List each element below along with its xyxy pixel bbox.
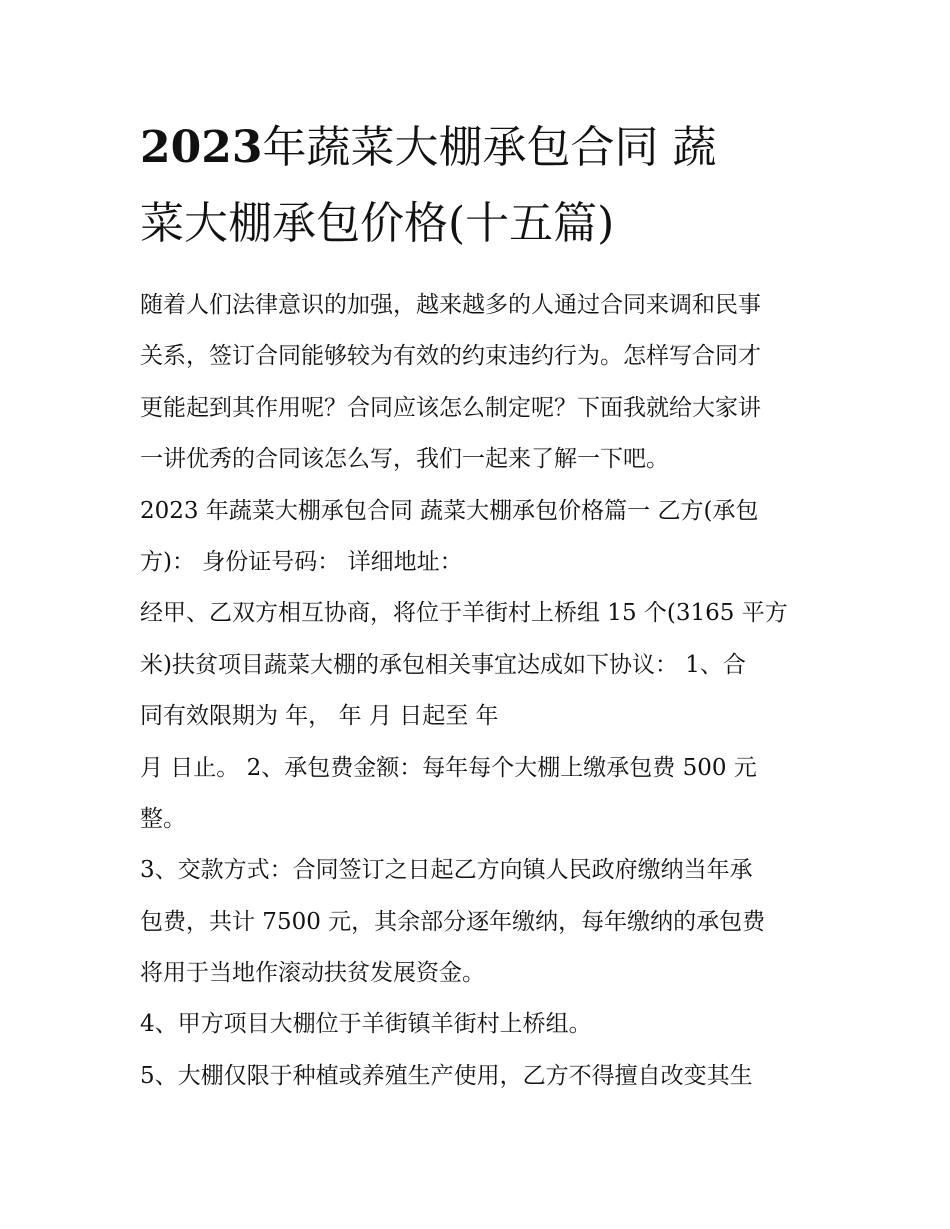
text-line: 包费，共计 7500 元，其余部分逐年缴纳，每年缴纳的承包费: [140, 908, 766, 935]
title-line2: 菜大棚承包价格(十五篇): [140, 198, 615, 249]
text-line: 方)： 身份证号码： 详细地址：: [140, 548, 463, 575]
text-line: 2023 年蔬菜大棚承包合同 蔬菜大棚承包价格篇一 乙方(承包: [140, 497, 759, 524]
text-line: 随着人们法律意识的加强，越来越多的人通过合同来调和民事: [140, 292, 761, 318]
title-year: 2023: [140, 122, 263, 173]
text-line: 经甲、乙双方相互协商，将位于羊街村上桥组 15 个(3165 平方: [140, 600, 788, 627]
text-line: 米)扶贫项目蔬菜大棚的承包相关事宜达成如下协议： 1、合: [140, 651, 746, 678]
document-body: [140, 280, 810, 1102]
text-line: 5、大棚仅限于种植或养殖生产使用，乙方不得擅自改变其生: [140, 1062, 753, 1089]
text-line: 更能起到其作用呢？合同应该怎么制定呢？下面我就给大家讲: [140, 394, 761, 421]
text-line: 整。: [140, 805, 186, 832]
text-line: 月 日止。 2、承包费金额：每年每个大棚上缴承包费 500 元: [140, 754, 757, 781]
text-line: 一讲优秀的合同该怎么写，我们一起来了解一下吧。: [140, 446, 669, 473]
text-line: 同有效限期为 年， 年 月 日起至 年: [140, 703, 499, 730]
text-line: 4、甲方项目大棚位于羊街镇羊街村上桥组。: [140, 1011, 592, 1038]
document-title: [140, 110, 820, 262]
text-line: 将用于当地作滚动扶贫发展资金。: [140, 960, 485, 987]
text-line: 3、交款方式：合同签订之日起乙方向镇人民政府缴纳当年承: [140, 857, 753, 884]
text-line: 关系，签订合同能够较为有效的约束违约行为。怎样写合同才: [140, 343, 761, 370]
title-line1-rest: 年蔬菜大棚承包合同 蔬: [262, 122, 717, 173]
